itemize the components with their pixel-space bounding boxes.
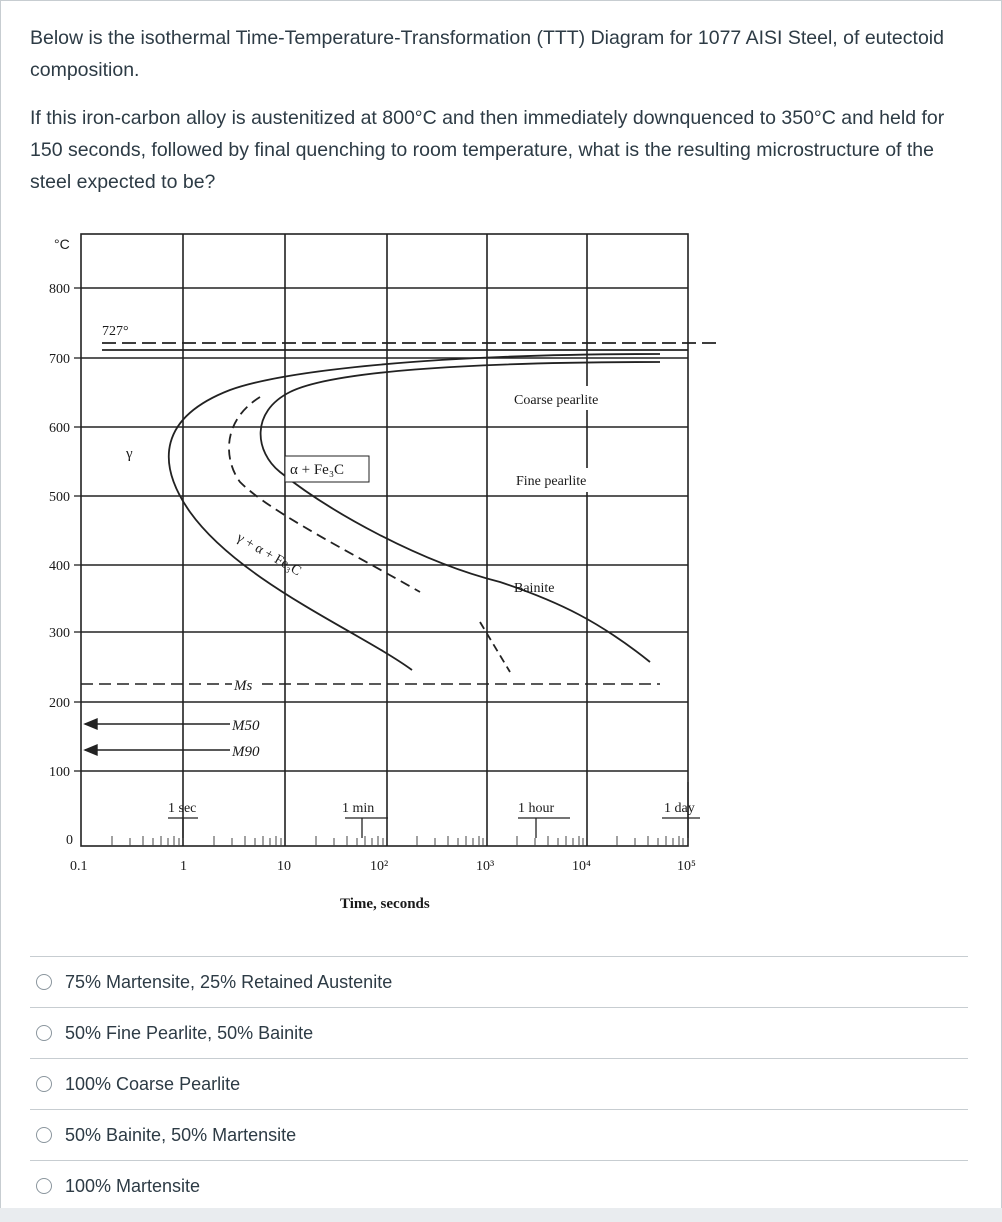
y-tick-label: 400 (49, 559, 70, 574)
time-marker-label: 1 sec (168, 801, 197, 816)
time-marker-label: 1 min (342, 801, 375, 816)
x-axis-label: Time, seconds (340, 896, 430, 912)
martensite-arrows (85, 719, 230, 755)
ttt-diagram (40, 222, 730, 922)
question-intro: Below is the isothermal Time-Temperature-Transformation (TTT) Diagram for 1077 AISI Steel, of eutectoid composition. (30, 27, 944, 81)
m50-label: M50 (232, 718, 260, 734)
y-tick-label: 0 (66, 833, 73, 848)
y-tick-label: 500 (49, 490, 70, 505)
time-marker-label: 1 hour (518, 801, 555, 816)
answer-list (30, 956, 968, 1211)
time-marker-label: 1 day (664, 801, 695, 816)
coarse-pearlite-label: Coarse pearlite (514, 393, 599, 408)
transition-region-label: γ + α + Fe₃C (234, 530, 304, 580)
answer-option[interactable] (30, 1007, 968, 1058)
radio-button[interactable] (36, 1025, 52, 1041)
radio-button[interactable] (36, 1076, 52, 1092)
answer-option[interactable] (30, 1058, 968, 1109)
x-tick-label: 1 (180, 859, 187, 874)
x-tick-labels (70, 859, 696, 874)
answer-label[interactable]: 50% Bainite, 50% Martensite (65, 1124, 297, 1145)
answer-option[interactable] (30, 956, 968, 1007)
time-marker-labels (168, 801, 695, 816)
bainite-label: Bainite (514, 581, 555, 596)
y-unit-label: °C (54, 236, 70, 252)
panel-bottom-edge (0, 1208, 1002, 1222)
alpha-fe3c-label: α + Fe₃C (290, 462, 345, 478)
ms-label: Ms (234, 678, 253, 694)
eutectoid-line (102, 343, 720, 350)
answer-label[interactable]: 75% Martensite, 25% Retained Austenite (65, 971, 393, 992)
answer-option[interactable] (30, 1109, 968, 1160)
eutectoid-temp-label: 727° (102, 324, 129, 339)
m90-label: M90 (232, 744, 260, 760)
radio-button[interactable] (36, 1178, 52, 1194)
gamma-label: γ (126, 446, 133, 462)
question-text (30, 22, 970, 214)
y-tick-label: 600 (49, 421, 70, 436)
y-tick-label: 100 (49, 765, 70, 780)
y-tick-label: 300 (49, 626, 70, 641)
y-tick-label: 800 (49, 282, 70, 297)
fine-pearlite-label: Fine pearlite (516, 474, 587, 489)
y-tick-label: 700 (49, 352, 70, 367)
x-tick-label: 0.1 (70, 859, 88, 874)
x-tick-label: 10³ (476, 859, 495, 874)
radio-button[interactable] (36, 1127, 52, 1143)
answer-label[interactable]: 100% Coarse Pearlite (65, 1073, 241, 1094)
question-prompt: If this iron-carbon alloy is austenitized at 800°C and then immediately downquenced to 350°C and held for 150 seconds, followed by final quenching to room temperature, what is the resulting microstructure of the steel expected to be? (30, 107, 945, 193)
answer-option[interactable] (30, 1160, 968, 1211)
answer-label[interactable]: 100% Martensite (65, 1175, 201, 1196)
diagram-grid (81, 234, 688, 846)
x-tick-label: 10⁵ (677, 859, 696, 874)
x-minor-ticks (112, 836, 683, 846)
time-marker-lines (168, 782, 700, 838)
x-tick-label: 10 (277, 859, 291, 874)
y-tick-label: 200 (49, 696, 70, 711)
x-tick-label: 10² (370, 859, 389, 874)
radio-button[interactable] (36, 974, 52, 990)
x-tick-label: 10⁴ (572, 859, 591, 874)
answer-label[interactable]: 50% Fine Pearlite, 50% Bainite (65, 1022, 314, 1043)
y-tick-labels (49, 282, 73, 848)
